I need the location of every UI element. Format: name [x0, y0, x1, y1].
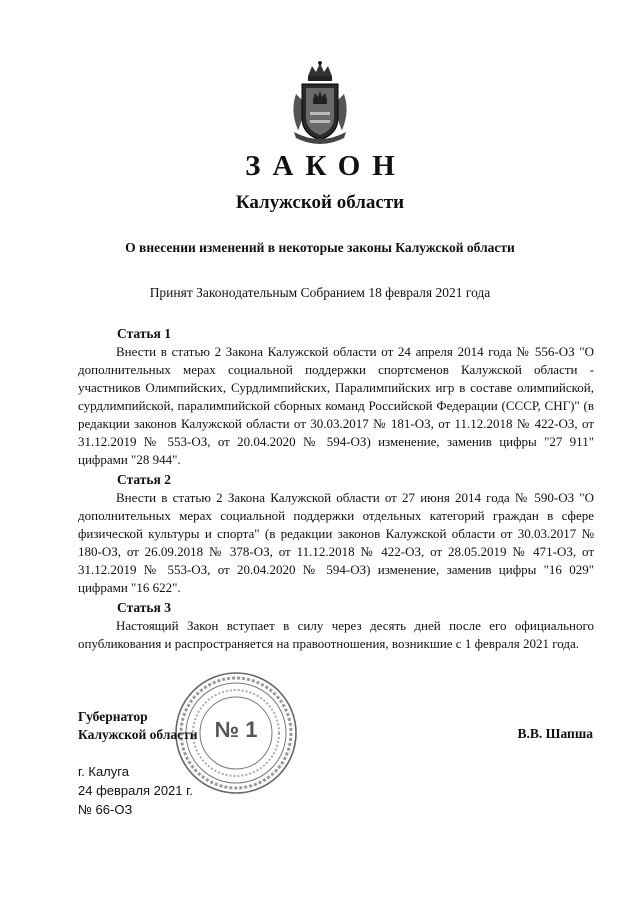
- law-name: О внесении изменений в некоторые законы Калужской области: [125, 240, 515, 255]
- footer-number: № 66-ОЗ: [78, 802, 133, 817]
- signatory-position-line-1: Губернатор: [78, 709, 148, 724]
- article-3-title: Статья 3: [117, 600, 171, 615]
- adoption-note: Принят Законодательным Собранием 18 февраля 2021 года: [149, 285, 491, 300]
- document-footer: [78, 762, 193, 819]
- seal-number: № 1: [214, 717, 258, 742]
- article-1-title: Статья 1: [117, 326, 171, 341]
- signatory-position-line-2: Калужской области: [78, 727, 198, 742]
- article-2-title: Статья 2: [117, 472, 171, 487]
- signatory-name: В.В. Шапша: [517, 726, 593, 741]
- coat-of-arms-icon: [288, 60, 352, 144]
- article-2-text: Внести в статью 2 Закона Калужской области от 27 июня 2014 года № 590-ОЗ "О дополнительных мерах социальной поддержки отдельных категорий граждан в сфере физической культуры и спорта" (в редакции законов Калужской области от 30.03.2017 № 180-ОЗ, от 26.09.2018 № 378-ОЗ, от 11.12.2018 № 422-ОЗ, от 28.05.2019 № 471-ОЗ, от 31.12.2019 № 553-ОЗ, от 20.04.2020 № 594-ОЗ) изменение, заменив цифры "16 029" цифрами "16 622".: [78, 490, 594, 595]
- footer-city: г. Калуга: [78, 764, 129, 779]
- signatory-position: [78, 708, 198, 744]
- article-3-text: Настоящий Закон вступает в силу через десять дней после его официального опубликования и распространяется на правоотношения, возникшие с 1 февраля 2021 года.: [78, 618, 594, 651]
- article-1-text: Внести в статью 2 Закона Калужской области от 24 апреля 2014 года № 556-ОЗ "О дополнительных мерах социальной поддержки спортсменов Калужской области - участников Олимпийских, Сурдлимпийских, Паралимпийских игр в составе олимпийской, сурдлимпийской, паралимпийской сборных команд Российской Федерации (СССР, СНГ)" (в редакции законов Калужской области от 30.03.2017 № 181-ОЗ, от 11.12.2018 № 422-ОЗ, от 31.12.2019 № 553-ОЗ, от 20.04.2020 № 594-ОЗ) изменение, заменив цифры "27 911" цифрами "28 944".: [78, 344, 594, 467]
- footer-date: 24 февраля 2021 г.: [78, 783, 193, 798]
- region-subtitle: Калужской области: [235, 192, 405, 213]
- document-title: ЗАКОН: [245, 150, 407, 182]
